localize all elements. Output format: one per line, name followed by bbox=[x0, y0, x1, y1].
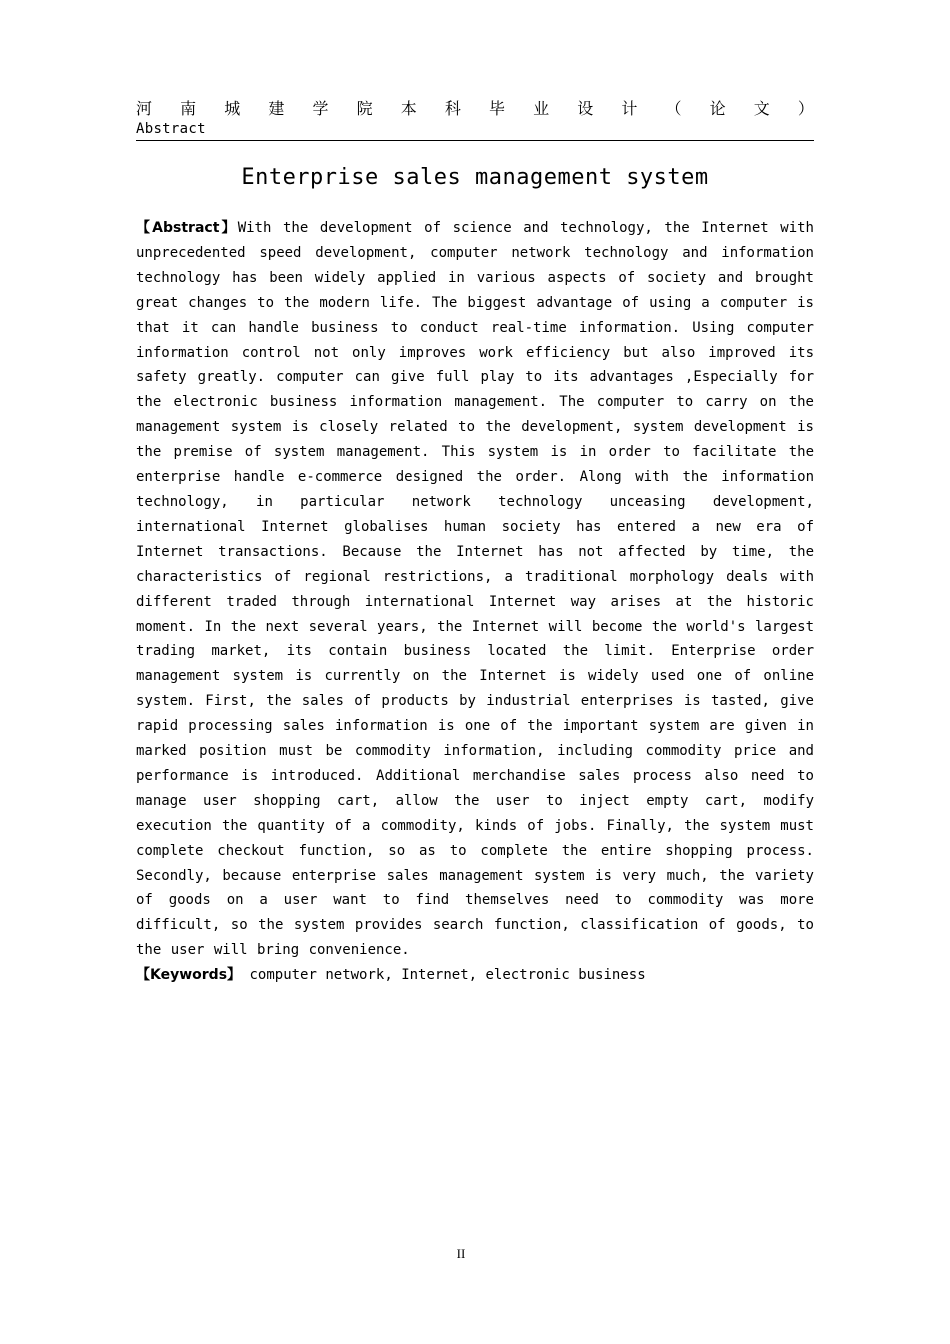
page-number: II bbox=[456, 1246, 466, 1261]
heading-char: （ bbox=[665, 99, 682, 118]
heading-char: 院 bbox=[356, 99, 373, 118]
abstract-text: With the development of science and technology, the Internet with unprecedented speed development, computer network technology and information technology has been widely applied in various aspects of society and brought great changes to the modern life. The biggest advantage of using a computer is that it can handle business to conduct real-time information. Using computer information control not only improves work efficiency but also improved its safety greatly. computer can give full play to its advantages ,Especially for the electronic business information management. The computer to carry on the management system is closely related to the development, system development is the premise of system management. This system is in order to facilitate the enterprise handle e-commerce designed the order. Along with the information technology, in particular network technology unceasing development, international Internet globalises human society has entered a new era of Internet transactions. Because the Internet has not affected by time, the characteristics of regional restrictions, a traditional morphology deals with different traded through international Internet way arises at the historic moment. In the next several years, the Internet will become the world's largest trading market, its contain business located the limit. Enterprise order management system is currently on the Internet is widely used one of online system. First, the sales of products by industrial enterprises is tasted, give rapid processing sales information is one of the important system are given in marked position must be commodity information, including commodity price and performance is introduced. Additional merchandise sales process also need to manage user shopping cart, allow the user to inject empty cart, modify execution the quantity of a commodity, kinds of jobs. Finally, the system must complete checkout function, so as to complete the entire shopping process. Secondly, because enterprise sales management system is very much, the variety of goods on a user want to find themselves need to commodity was more difficult, so the system provides search function, classification of goods, to the user will bring convenience. bbox=[136, 220, 814, 959]
heading-char: 城 bbox=[224, 99, 241, 118]
heading-char: 河 bbox=[136, 99, 153, 118]
heading-char: 毕 bbox=[489, 99, 506, 118]
abstract-paragraph bbox=[136, 216, 814, 963]
heading-char: 论 bbox=[709, 99, 726, 118]
heading-char: ） bbox=[797, 99, 814, 118]
heading-char: 科 bbox=[444, 99, 461, 118]
heading-char: 本 bbox=[400, 99, 417, 118]
heading-char: 学 bbox=[312, 99, 329, 118]
section-name: Abstract bbox=[136, 121, 206, 137]
keywords-text: computer network, Internet, electronic business bbox=[249, 967, 646, 983]
heading-char: 业 bbox=[533, 99, 550, 118]
abstract-label: 【Abstract】 bbox=[136, 220, 238, 236]
heading-char: 文 bbox=[753, 99, 770, 118]
heading-char: 南 bbox=[180, 99, 197, 118]
keywords-line bbox=[136, 963, 814, 987]
university-thesis-heading bbox=[136, 98, 814, 120]
document-title: Enterprise sales management system bbox=[241, 165, 709, 190]
heading-char: 设 bbox=[577, 99, 594, 118]
heading-char: 计 bbox=[621, 99, 638, 118]
heading-char: 建 bbox=[268, 99, 285, 118]
page-header bbox=[136, 98, 814, 141]
keywords-label: 【Keywords】 bbox=[136, 967, 242, 983]
